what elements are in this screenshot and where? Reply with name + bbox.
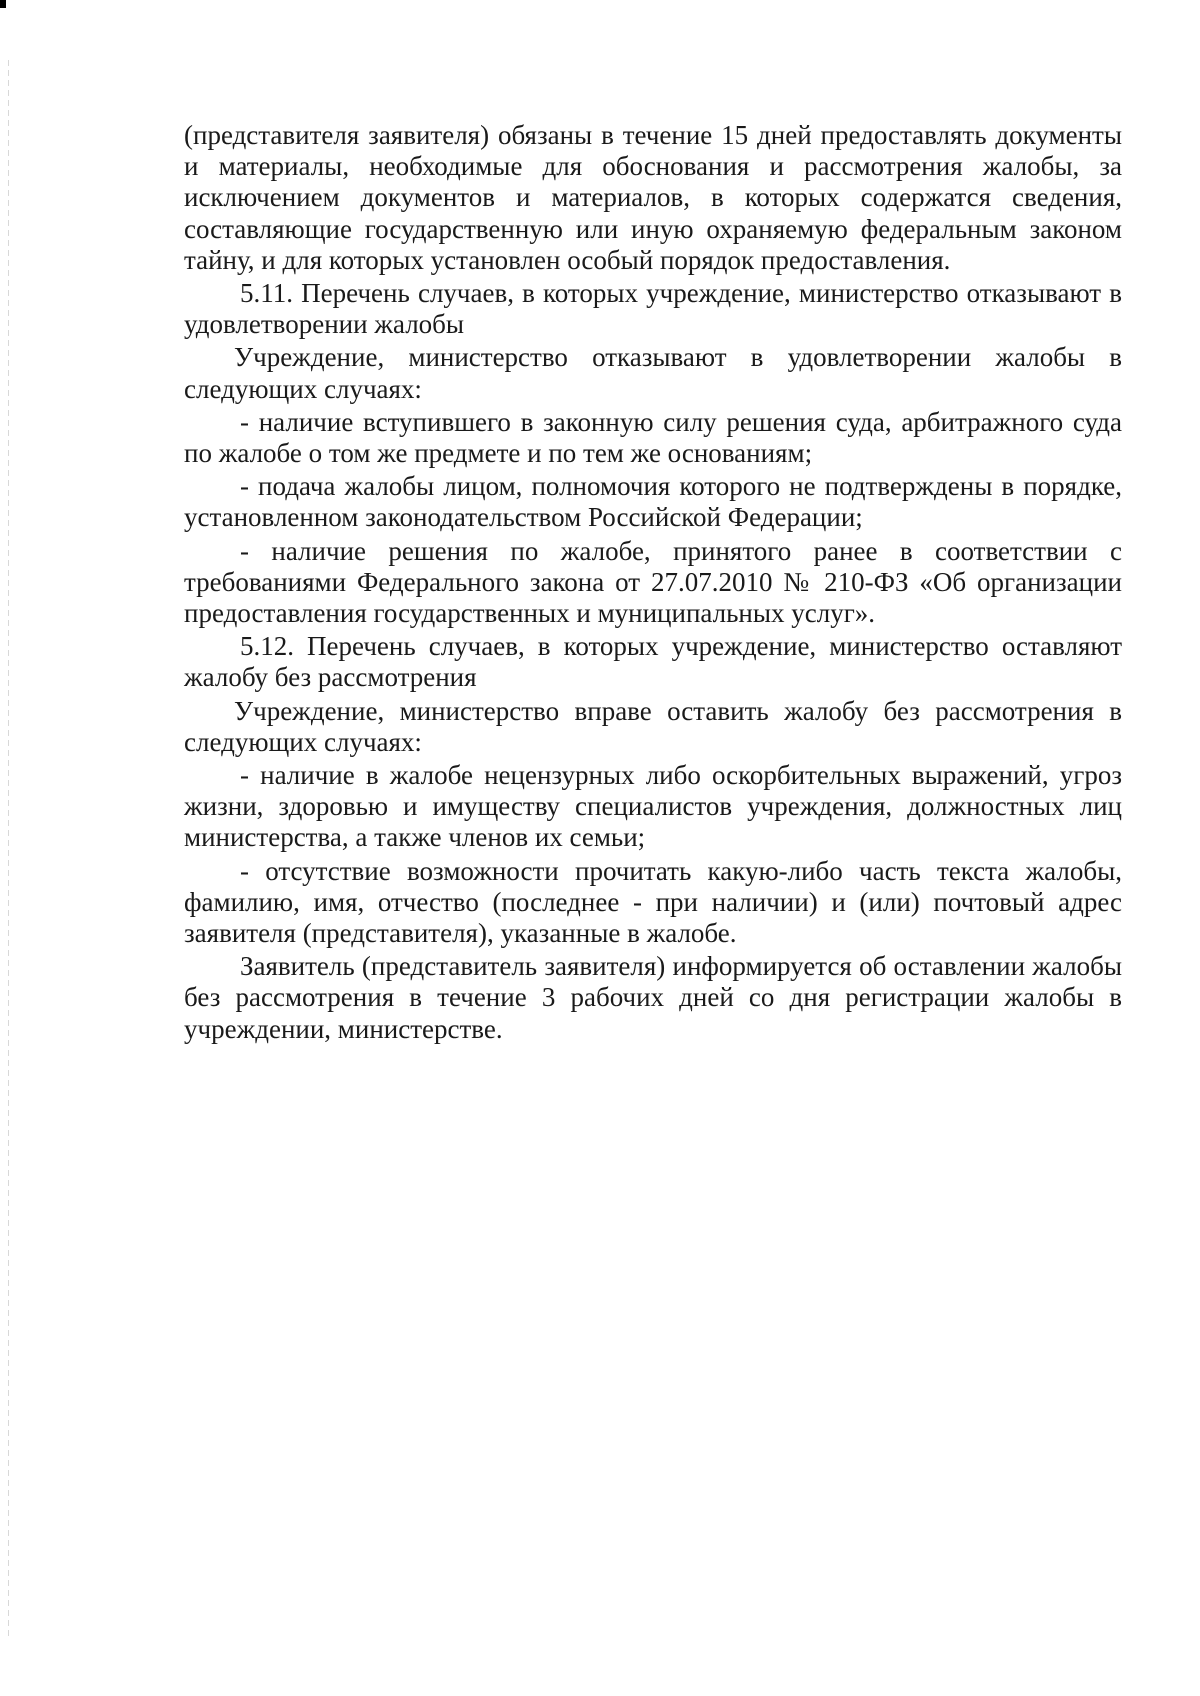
scan-corner-mark [0,0,6,8]
section-heading-5-11: 5.11. Перечень случаев, в которых учреждение, министерство отказывают в удовлетворении жалобы [184,278,1122,340]
paragraph-no-review-cases: Учреждение, министерство вправе оставить жалобу без рассмотрения в следующих случаях: [184,695,1122,757]
paragraph-refusal-cases: Учреждение, министерство отказывают в удовлетворении жалобы в следующих случаях: [184,342,1122,404]
list-item-court-decision: - наличие вступившего в законную силу решения суда, арбитражного суда по жалобе о том же предмете и по тем же основаниям; [184,406,1122,469]
list-item-unconfirmed-authority: - подача жалобы лицом, полномочия которого не подтверждены в порядке, установленном законодательством Российской Федерации; [184,471,1122,533]
section-heading-5-12: 5.12. Перечень случаев, в которых учреждение, министерство оставляют жалобу без рассмотрения [184,631,1122,693]
paragraph-notification: Заявитель (представитель заявителя) информируется об оставлении жалобы без рассмотрения в течение 3 рабочих дней со дня регистрации жалобы в учреждении, министерстве. [184,951,1122,1044]
list-item-unreadable-text: - отсутствие возможности прочитать какую-либо часть текста жалобы, фамилию, имя, отчество (последнее - при наличии) и (или) почтовый адрес заявителя (представителя), указанные в жалобе. [184,855,1122,949]
scan-edge-line [8,60,9,1640]
list-item-prior-decision: - наличие решения по жалобе, принятого ранее в соответствии с требованиями Федерального закона от 27.07.2010 № 210-ФЗ «Об организации предоставления государственных и муниципальных услуг». [184,535,1122,629]
list-item-offensive-language: - наличие в жалобе нецензурных либо оскорбительных выражений, угроз жизни, здоровью и имуществу специалистов учреждения, должностных лиц министерства, а также членов их семьи; [184,760,1122,853]
document-body [184,120,1122,1047]
paragraph-continuation: (представителя заявителя) обязаны в течение 15 дней предоставлять документы и материалы, необходимые для обоснования и рассмотрения жалобы, за исключением документов и материалов, в которых содержатся сведения, составляющие государственную или иную охраняемую федеральным законом тайну, и для которых установлен особый порядок предоставления. [184,120,1122,275]
